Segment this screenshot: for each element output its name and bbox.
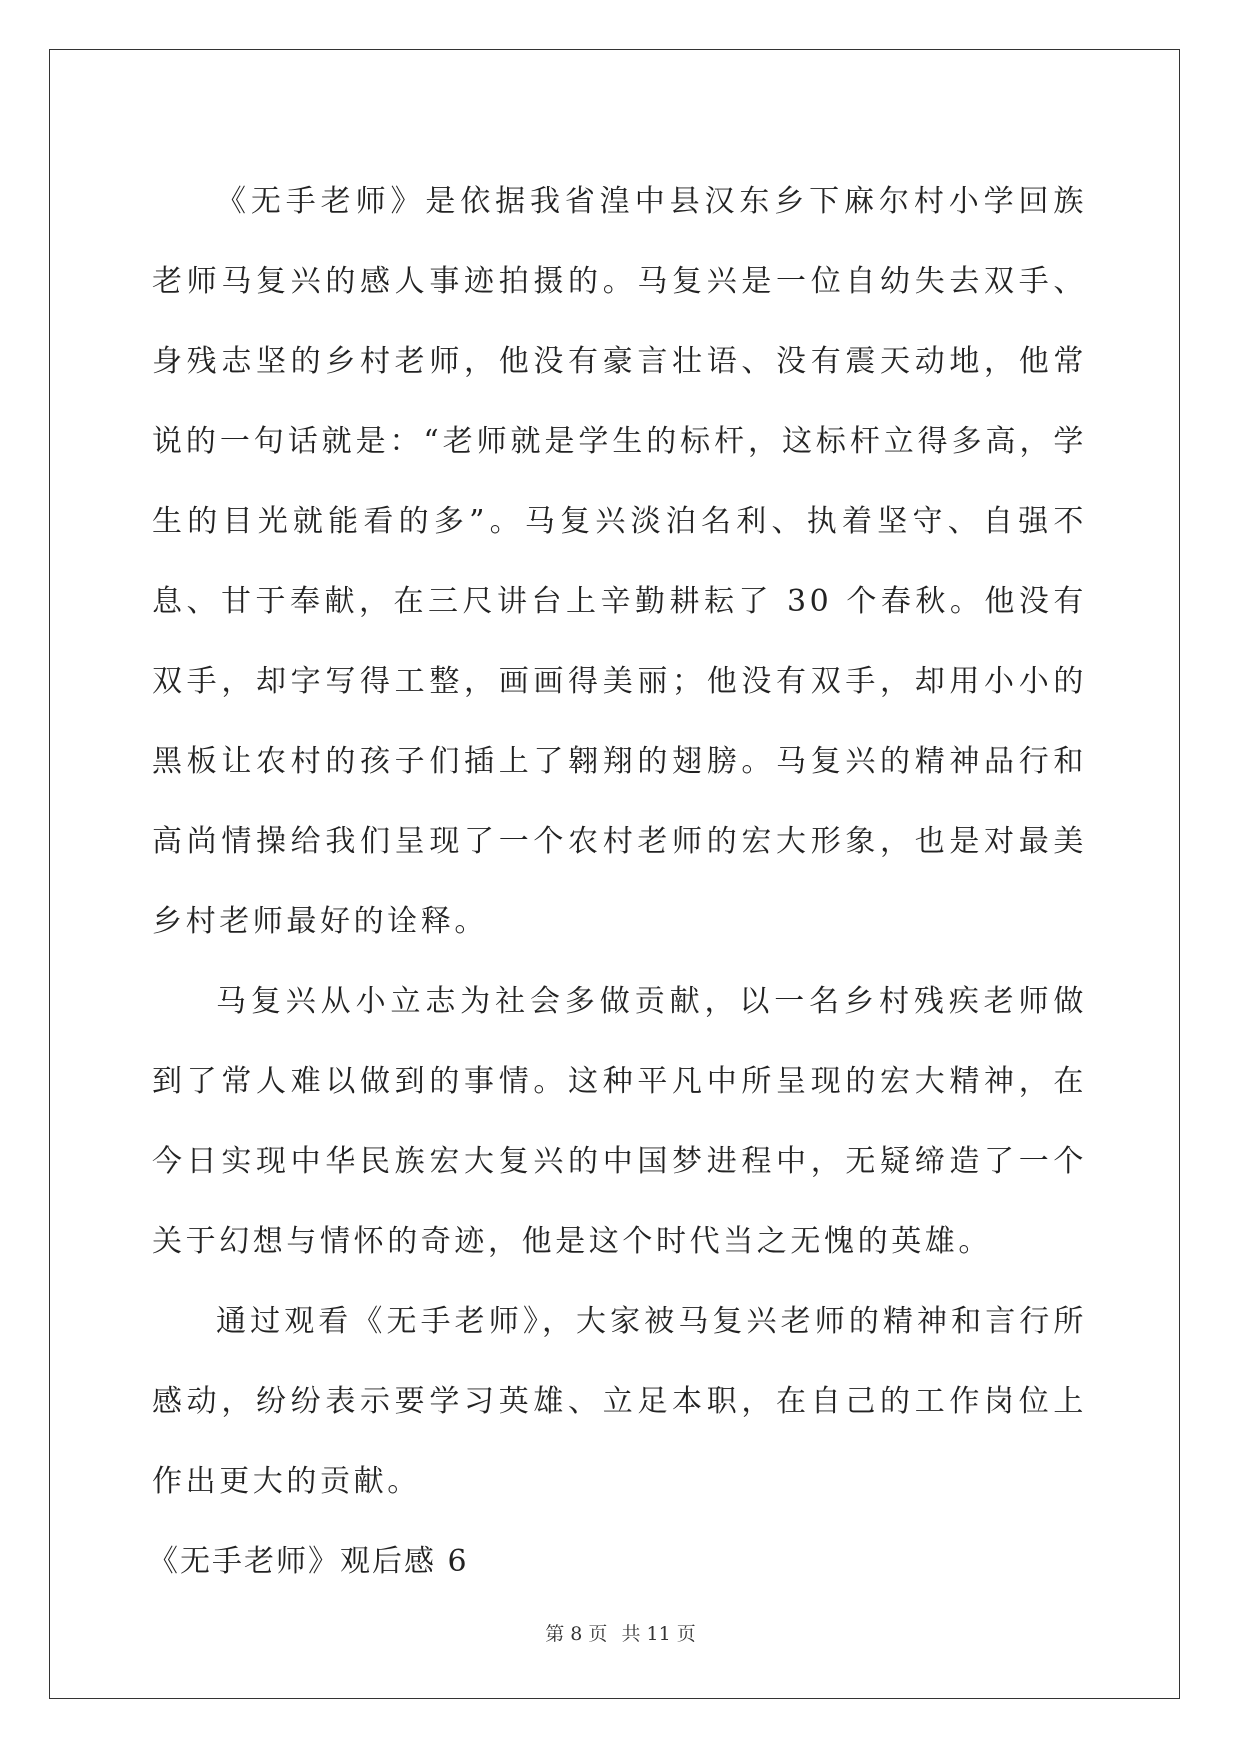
paragraph-3: 通过观看《无手老师》，大家被马复兴老师的精神和言行所感动，纷纷表示要学习英雄、立足本职，在自己的工作岗位上作出更大的贡献。 (152, 1304, 1087, 1499)
page-footer (0, 1619, 1241, 1646)
paragraph-2: 马复兴从小立志为社会多做贡献，以一名乡村残疾老师做到了常人难以做到的事情。这种平凡中所呈现的宏大精神，在今日实现中华民族宏大复兴的中国梦进程中，无疑缔造了一个关于幻想与情怀的奇迹，他是这个时代当之无愧的英雄。 (152, 984, 1087, 1259)
paragraph-1: 《无手老师》是依据我省湟中县汉东乡下麻尔村小学回族老师马复兴的感人事迹拍摄的。马复兴是一位自幼失去双手、身残志坚的乡村老师，他没有豪言壮语、没有震天动地，他常说的一句话就是：“老师就是学生的标杆，这标杆立得多高，学生的目光就能看的多”。马复兴淡泊名利、执着坚守、自强不息、甘于奉献，在三尺讲台上辛勤耕耘了 30 个春秋。他没有双手，却字写得工整，画画得美丽；他没有双手，却用小小的黑板让农村的孩子们插上了翱翔的翅膀。马复兴的精神品行和高尚情操给我们呈现了一个农村老师的宏大形象，也是对最美乡村老师最好的诠释。 (152, 184, 1087, 939)
page-number: 第 8 页 (545, 1623, 608, 1645)
section-heading: 《无手老师》观后感 6 (148, 1544, 469, 1579)
document-body (148, 162, 1087, 1602)
page-total: 共 11 页 (621, 1623, 696, 1645)
